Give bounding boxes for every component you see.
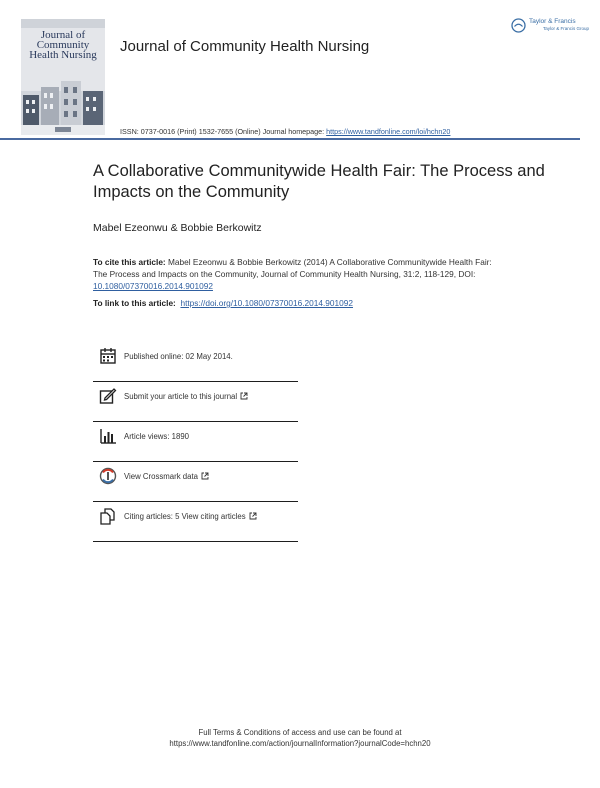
journal-title: Journal of Community Health Nursing — [120, 38, 370, 55]
article-info-list — [93, 342, 298, 542]
cover-title-line: Community — [36, 39, 90, 51]
article-views-text: Article views: 1890 — [124, 432, 190, 441]
bar-chart-icon — [99, 427, 117, 445]
crossmark-icon — [99, 467, 117, 485]
article-doi-url-link[interactable]: https://doi.org/10.1080/07370016.2014.901092 — [180, 298, 353, 308]
publisher-name: Taylor & Francis — [529, 18, 576, 25]
journal-cover-image — [21, 19, 105, 135]
citing-articles-link[interactable] — [124, 512, 257, 521]
cover-title — [25, 30, 101, 60]
journal-homepage-link[interactable]: https://www.tandfonline.com/loi/hchn20 — [326, 127, 451, 136]
external-link-icon — [201, 472, 209, 480]
publisher-logo-icon — [511, 18, 526, 33]
issn-text: ISSN: 0737-0016 (Print) 1532-7655 (Online) Journal homepage: — [120, 127, 327, 136]
citing-articles-item[interactable] — [93, 502, 298, 542]
crossmark-link[interactable] — [124, 472, 209, 481]
terms-footer-url[interactable]: https://www.tandfonline.com/action/journalInformation?journalCode=hchn20 — [169, 739, 431, 748]
publisher-group-name: Taylor & Francis Group — [543, 26, 590, 31]
issn-line — [120, 127, 450, 136]
cover-title-line: Health Nursing — [29, 49, 97, 61]
submit-article-text[interactable]: Submit your article to this journal — [124, 392, 238, 401]
article-title: A Collaborative Communitywide Health Fair: The Process and Impacts on the Community — [93, 162, 545, 201]
citation-text: Mabel Ezeonwu & Bobbie Berkowitz (2014) A Collaborative Communitywide Health Fair: The Process and Impacts on the Community, Journal of Community Health Nursing, 31:2, 118-129, DOI: — [93, 257, 492, 279]
terms-footer-line: Full Terms & Conditions of access and use can be found at — [198, 728, 402, 737]
terms-footer — [0, 727, 600, 749]
published-online-item — [93, 342, 298, 382]
link-label: To link to this article: — [93, 298, 176, 308]
citation-label: To cite this article: — [93, 257, 166, 267]
publisher-logo-text — [529, 18, 589, 32]
publisher-logo[interactable] — [511, 17, 590, 37]
crossmark-text[interactable]: View Crossmark data — [124, 472, 198, 481]
citing-articles-text[interactable]: Citing articles: 5 View citing articles — [124, 512, 246, 521]
article-views-item — [93, 422, 298, 462]
cover-top-band — [21, 19, 105, 28]
citing-documents-icon — [99, 507, 117, 525]
crossmark-item[interactable] — [93, 462, 298, 502]
article-link-line — [93, 298, 353, 308]
article-authors: Mabel Ezeonwu & Bobbie Berkowitz — [93, 222, 262, 234]
submit-article-link[interactable] — [124, 392, 248, 401]
doi-link[interactable]: 10.1080/07370016.2014.901092 — [93, 281, 213, 291]
header-divider — [0, 138, 580, 140]
cover-title-line: Journal of — [40, 29, 86, 41]
published-online-text: Published online: 02 May 2014. — [124, 352, 233, 361]
external-link-icon — [249, 512, 257, 520]
cover-buildings-illustration — [21, 81, 105, 135]
edit-icon — [99, 387, 117, 405]
calendar-icon — [99, 347, 117, 365]
submit-article-item[interactable] — [93, 382, 298, 422]
citation-block — [93, 256, 508, 292]
external-link-icon — [240, 392, 248, 400]
